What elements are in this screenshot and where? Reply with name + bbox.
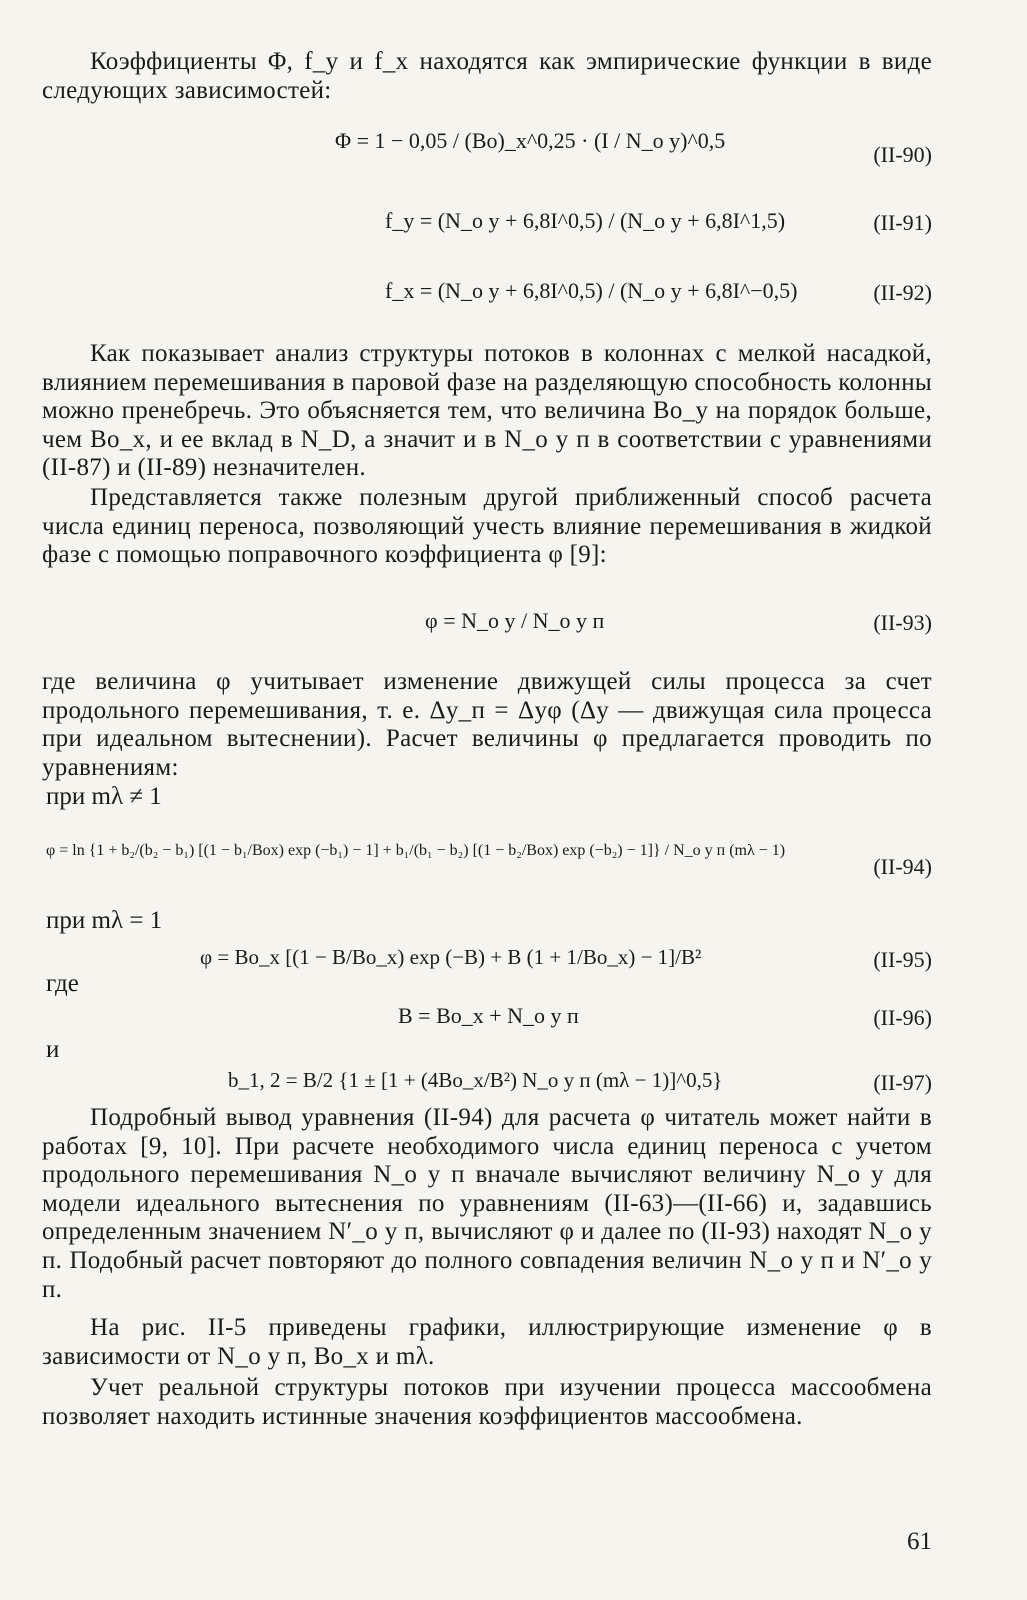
label-and: и [46,1036,60,1063]
equation-II-92: f_x = (N_о у + 6,8I^0,5) / (N_о у + 6,8I^−0,5) [385,278,798,303]
paragraph-phi-definition: где величина φ учитывает изменение движущей силы процесса за счет продольного перемешивания, т. е. Δy_п = Δyφ (Δy — движущая сила процесса при идеальном вытеснении). Расчет величины φ предлагается проводить по уравнениям: [42,668,932,781]
equation-II-97: b_1, 2 = B/2 {1 ± [1 + (4Bo_x/B²) N_о у п (mλ − 1)]^0,5} [228,1068,723,1092]
equation-II-96: B = Bo_x + N_о у п [398,1003,579,1028]
label-where: где [46,970,79,997]
paragraph-approximate-method: Представляется также полезным другой приближенный способ расчета числа единиц переноса, позволяющий учесть влияние перемешивания в жидкой фазе с помощью поправочного коэффициента φ [9]: [42,484,932,569]
label-when-m-lambda-not-one: при mλ ≠ 1 [46,783,162,810]
equation-II-95: φ = Bo_x [(1 − B/Bo_x) exp (−B) + B (1 + 1/Bo_x) − 1]/B² [200,945,702,969]
paragraph-intro: Коэффициенты Φ, f_y и f_x находятся как эмпирические функции в виде следующих зависимостей: [42,48,932,104]
paragraph-mixing-analysis: Как показывает анализ структуры потоков в колоннах с мелкой насадкой, влиянием перемешивания в паровой фазе на разделяющую способность колонны можно пренебречь. Это объясняется тем, что величина Bo_y на порядок больше, чем Bo_x, и ее вклад в N_D, а значит и в N_о у п в соответствии с уравнениями (II-87) и (II-89) незначителен. [42,340,932,482]
label-when-m-lambda-one: при mλ = 1 [46,907,163,934]
equation-II-90: Φ = 1 − 0,05 / (Bo)_x^0,25 · (I / N_о у)^0,5 [335,128,726,153]
equation-number-II-92: (II-92) [873,280,932,305]
equation-number-II-97: (II-97) [873,1070,932,1095]
equation-II-91: f_y = (N_о у + 6,8I^0,5) / (N_о у + 6,8I^1,5) [385,208,786,233]
equation-number-II-93: (II-93) [873,610,932,635]
equation-number-II-96: (II-96) [873,1005,932,1030]
equation-number-II-94: (II-94) [873,854,932,879]
paragraph-conclusion: Учет реальной структуры потоков при изучении процесса массообмена позволяет находить истинные значения коэффициентов массообмена. [42,1374,932,1430]
equation-number-II-91: (II-91) [873,210,932,235]
paragraph-derivation: Подробный вывод уравнения (II-94) для расчета φ читатель может найти в работах [9, 10]. При расчете необходимого числа единиц переноса с учетом продольного перемешивания N_о у п вначале вычисляют величину N_о у для модели идеального вытеснения по уравнениям (II-63)—(II-66) и, задавшись определенным значением N′_о у п, вычисляют φ и далее по (II-93) находят N_о у п. Подобный расчет повторяют до полного совпадения величин N_о у п и N′_о у п. [42,1104,932,1303]
equation-II-93: φ = N_о у / N_о у п [425,608,605,633]
paragraph-figure-reference: На рис. II-5 приведены графики, иллюстрирующие изменение φ в зависимости от N_о у п, Bo_x и mλ. [42,1314,932,1370]
equation-number-II-95: (II-95) [873,947,932,972]
equation-number-II-90: (II-90) [873,142,932,167]
page-number: 61 [907,1528,932,1555]
equation-II-94: φ = ln {1 + b₂/(b₂ − b₁) [(1 − b₁/Box) exp (−b₁) − 1] + b₁/(b₁ − b₂) [(1 − b₂/Box) exp (−b₂) − 1]} / N_о у п (mλ − 1) [46,842,786,859]
